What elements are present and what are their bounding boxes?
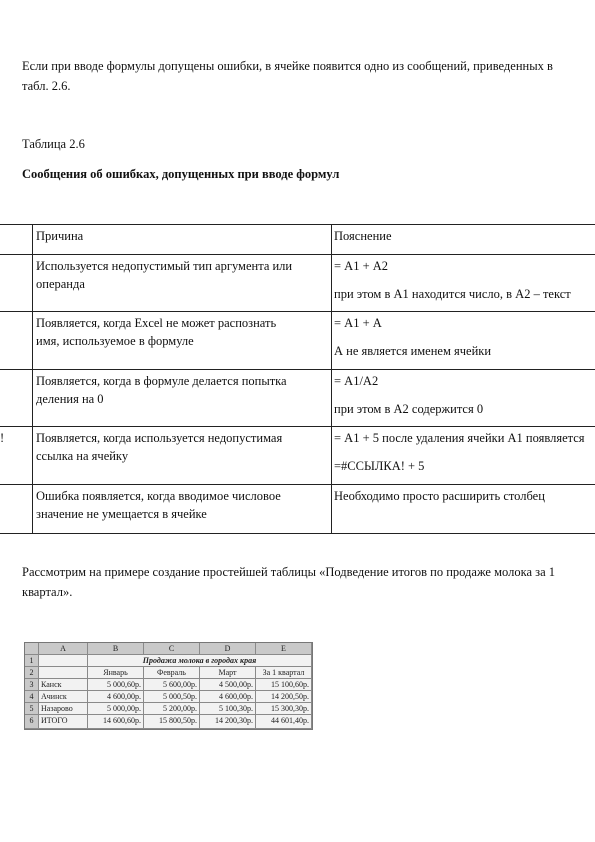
spreadsheet-image (24, 642, 313, 730)
sheet-total-label: ИТОГО (39, 715, 88, 729)
sheet-row-number: 1 (25, 655, 39, 667)
sheet-value-cell: 5 000,60р. (88, 679, 144, 691)
row-2-explanation-line-1: = А1 + А (334, 316, 382, 330)
table-caption: Таблица 2.6 (22, 137, 85, 151)
row-4-explanation-line-2: =#ССЫЛКА! + 5 (334, 459, 425, 473)
outro-paragraph: Рассмотрим на примере создание простейшей таблицы «Подведение итогов по продаже молока за 1 квартал». (22, 565, 555, 599)
row-1-reason-line-1: Используется недопустимый тип аргумента или (36, 259, 293, 273)
table-title: Сообщения об ошибках, допущенных при вводе формул (22, 167, 340, 181)
row-1-explanation-line-1: = А1 + А2 (334, 259, 389, 273)
sheet-corner (25, 643, 39, 655)
table-gridline (0, 311, 595, 312)
table-gridline (331, 224, 332, 534)
row-1-explanation-line-2: при этом в А1 находится число, в А2 – текст (334, 287, 571, 301)
sheet-total-cell: 15 800,50р. (144, 715, 200, 729)
sheet-column-header: D (200, 643, 256, 655)
row-2-reason-line-2: имя, используемое в формуле (36, 334, 194, 348)
errors-table (0, 224, 595, 534)
table-gridline (0, 224, 595, 225)
sheet-month-header: Март (200, 667, 256, 679)
row-4-reason-line-1: Появляется, когда используется недопустимая (36, 431, 283, 445)
sheet-total-cell: 14 600,60р. (88, 715, 144, 729)
row-3-reason-line-2: деления на 0 (36, 392, 104, 406)
sheet-value-cell: 5 000,50р. (144, 691, 200, 703)
sheet-city-cell: Канск (39, 679, 88, 691)
header-reason: Причина (36, 229, 84, 243)
table-gridline (0, 254, 595, 255)
header-explanation: Пояснение (334, 229, 392, 243)
sheet-row-number: 4 (25, 691, 39, 703)
sheet-column-header: E (256, 643, 312, 655)
sheet-row-number: 3 (25, 679, 39, 691)
table-gridline (0, 484, 595, 485)
row-3-reason-line-1: Появляется, когда в формуле делается попытка (36, 374, 287, 388)
sheet-value-cell: 14 200,50р. (256, 691, 312, 703)
sheet-cell (39, 667, 88, 679)
table-gridline (32, 224, 33, 534)
row-5-reason-line-1: Ошибка появляется, когда вводимое числовое (36, 489, 281, 503)
sheet-column-header: A (39, 643, 88, 655)
sheet-city-cell: Назарово (39, 703, 88, 715)
sheet-title: Продажа молока в городах края (88, 655, 312, 667)
sheet-row-number: 2 (25, 667, 39, 679)
sheet-value-cell: 4 500,00р. (200, 679, 256, 691)
row-5-reason-line-2: значение не умещается в ячейке (36, 507, 207, 521)
sheet-cell (39, 655, 88, 667)
sheet-column-header: B (88, 643, 144, 655)
sheet-row-number: 5 (25, 703, 39, 715)
sheet-value-cell: 4 600,00р. (200, 691, 256, 703)
sheet-month-header: За 1 квартал (256, 667, 312, 679)
sheet-row-number: 6 (25, 715, 39, 729)
sheet-value-cell: 5 600,00р. (144, 679, 200, 691)
sheet-value-cell: 5 200,00р. (144, 703, 200, 715)
row-3-explanation-line-1: = А1/А2 (334, 374, 379, 388)
sheet-value-cell: 15 100,60р. (256, 679, 312, 691)
row-1-reason-line-2: операнда (36, 277, 85, 291)
sheet-column-header: C (144, 643, 200, 655)
intro-paragraph: Если при вводе формулы допущены ошибки, в ячейке появится одно из сообщений, приведенных в табл. 2.6. (22, 59, 553, 93)
row-3-explanation-line-2: при этом в А2 содержится 0 (334, 402, 484, 416)
sheet-value-cell: 5 100,30р. (200, 703, 256, 715)
sheet-value-cell: 4 600,00р. (88, 691, 144, 703)
table-gridline (0, 369, 595, 370)
sheet-month-header: Январь (88, 667, 144, 679)
sheet-value-cell: 5 000,00р. (88, 703, 144, 715)
row-4-reason-line-2: ссылка на ячейку (36, 449, 129, 463)
sheet-value-cell: 15 300,30р. (256, 703, 312, 715)
row-2-explanation-line-2: А не является именем ячейки (334, 344, 492, 358)
row-4-error-code: ! (0, 431, 5, 445)
row-2-reason-line-1: Появляется, когда Excel не может распознать (36, 316, 277, 330)
row-5-explanation-line-1: Необходимо просто расширить столбец (334, 489, 545, 503)
sheet-month-header: Февраль (144, 667, 200, 679)
sheet-total-cell: 14 200,30р. (200, 715, 256, 729)
table-gridline (0, 426, 595, 427)
row-4-explanation-line-1: = А1 + 5 после удаления ячейки А1 появляется (334, 431, 585, 445)
table-gridline (0, 533, 595, 534)
sheet-city-cell: Ачинск (39, 691, 88, 703)
sheet-total-cell: 44 601,40р. (256, 715, 312, 729)
